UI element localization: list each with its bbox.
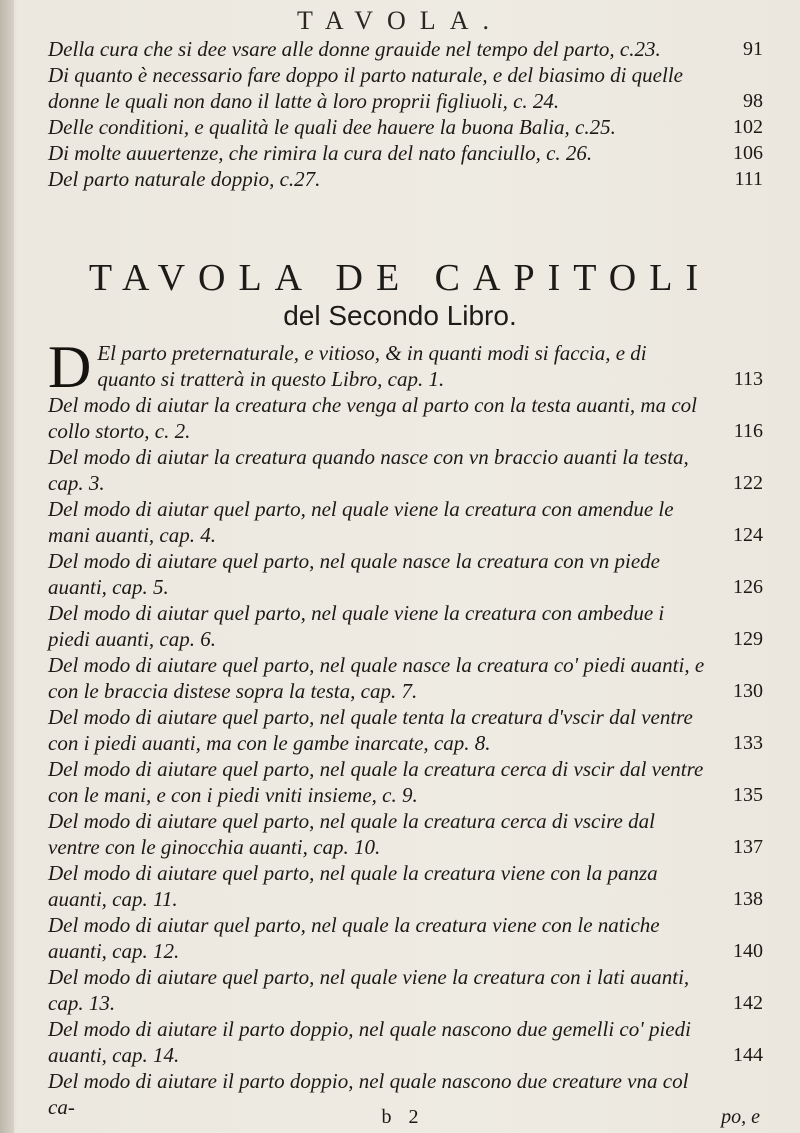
entry-text: Delle conditioni, e qualità le quali dee hauere la buona Balia, c.25.: [48, 115, 616, 139]
entry-page: 135: [733, 784, 763, 806]
entry-page: 126: [733, 576, 763, 598]
entry-page: 106: [733, 142, 763, 164]
entry-page: 116: [733, 420, 763, 442]
page-spine: [0, 0, 14, 1133]
entry-text: Del modo di aiutar la creatura quando nasce con vn braccio auanti la testa, cap. 3.: [48, 445, 689, 495]
list-item: [48, 808, 763, 860]
entry-text: Di molte auuertenze, che rimira la cura del nato fanciullo, c. 26.: [48, 141, 593, 165]
list-item: [48, 652, 763, 704]
entry-page: 91: [743, 38, 763, 60]
entry-page: 137: [733, 836, 763, 858]
list-item: [48, 36, 763, 62]
list-item: [48, 392, 763, 444]
entry-page: 133: [733, 732, 763, 754]
top-entries-list: [48, 36, 763, 192]
signature-letter: b: [381, 1106, 392, 1128]
entry-text: Del modo di aiutare quel parto, nel quale tenta la creatura d'vscir dal ventre con i piedi auanti, ma con le gambe inarcate, cap. 8.: [48, 705, 693, 755]
list-item: [48, 704, 763, 756]
signature-mark: [0, 1106, 800, 1129]
list-item: [48, 166, 763, 192]
entry-text: Del parto naturale doppio, c.27.: [48, 167, 321, 191]
entry-page: 102: [733, 116, 763, 138]
entry-text: Del modo di aiutare quel parto, nel quale nasce la creatura co' piedi auanti, e con le braccia distese sopra la testa, cap. 7.: [48, 653, 705, 703]
entry-text: Del modo di aiutar quel parto, nel quale viene la creatura con amendue le mani auanti, cap. 4.: [48, 497, 674, 547]
list-item: [48, 140, 763, 166]
entry-text: Del modo di aiutar quel parto, nel quale viene la creatura con ambedue i piedi auanti, cap. 6.: [48, 601, 665, 651]
entry-page: 130: [733, 680, 763, 702]
entry-page: 111: [734, 168, 763, 190]
entry-text: Del modo di aiutare quel parto, nel quale viene la creatura con i lati auanti, cap. 13.: [48, 965, 690, 1015]
list-item: [48, 496, 763, 548]
entry-text: El parto preternaturale, e vitioso, & in quanti modi si faccia, e di quanto si tratterà in questo Libro, cap. 1.: [97, 341, 647, 391]
running-head: TAVOLA.: [297, 6, 503, 35]
signature-number: 2: [408, 1106, 419, 1128]
catchword: po, e: [721, 1106, 760, 1128]
entry-text: Del modo di aiutare il parto doppio, nel quale nascono due creature vna col ca-: [48, 1069, 689, 1119]
entry-page: 129: [733, 628, 763, 650]
entry-page: 144: [733, 1044, 763, 1066]
list-item: [48, 444, 763, 496]
entry-page: 138: [733, 888, 763, 910]
list-item: [48, 600, 763, 652]
list-item: [48, 62, 763, 114]
list-item: [48, 334, 763, 400]
entry-text: Di quanto è necessario fare doppo il parto naturale, e del biasimo di quelle donne le quali non dano il latte à loro proprii figliuoli, c. 24.: [48, 63, 683, 113]
entry-page: 98: [743, 90, 763, 112]
list-item: [48, 756, 763, 808]
entry-text: Del modo di aiutare quel parto, nel quale la creatura cerca di vscire dal ventre con le ginocchia auanti, cap. 10.: [48, 809, 655, 859]
entry-page: 140: [733, 940, 763, 962]
drop-cap: D: [48, 334, 92, 400]
section-title: TAVOLA DE CAPITOLI: [88, 257, 712, 299]
entry-page: 122: [733, 472, 763, 494]
list-item: [48, 912, 763, 964]
entry-page: 124: [733, 524, 763, 546]
entry-text: Del modo di aiutare quel parto, nel quale la creatura cerca di vscir dal ventre con le mani, e con i piedi vniti insieme, c. 9.: [48, 757, 704, 807]
entry-text: Del modo di aiutare quel parto, nel quale la creatura viene con la panza auanti, cap. 11.: [48, 861, 658, 911]
entry-page: 142: [733, 992, 763, 1014]
list-item: [48, 114, 763, 140]
chapter-list: [48, 334, 763, 1120]
section-subtitle: del Secondo Libro.: [283, 300, 517, 331]
entry-text: Del modo di aiutare quel parto, nel quale nasce la creatura con vn piede auanti, cap. 5.: [48, 549, 660, 599]
list-item: [48, 1016, 763, 1068]
entry-text: Della cura che si dee vsare alle donne grauide nel tempo del parto, c.23.: [48, 37, 661, 61]
entry-text: Del modo di aiutar quel parto, nel quale la creatura viene con le natiche auanti, cap. 12.: [48, 913, 660, 963]
entry-page: 113: [733, 368, 763, 390]
list-item: [48, 860, 763, 912]
entry-text: Del modo di aiutar la creatura che venga al parto con la testa auanti, ma col collo storto, c. 2.: [48, 393, 697, 443]
entry-text: Del modo di aiutare il parto doppio, nel quale nascono due gemelli co' piedi auanti, cap. 14.: [48, 1017, 691, 1067]
list-item: [48, 548, 763, 600]
list-item: [48, 964, 763, 1016]
